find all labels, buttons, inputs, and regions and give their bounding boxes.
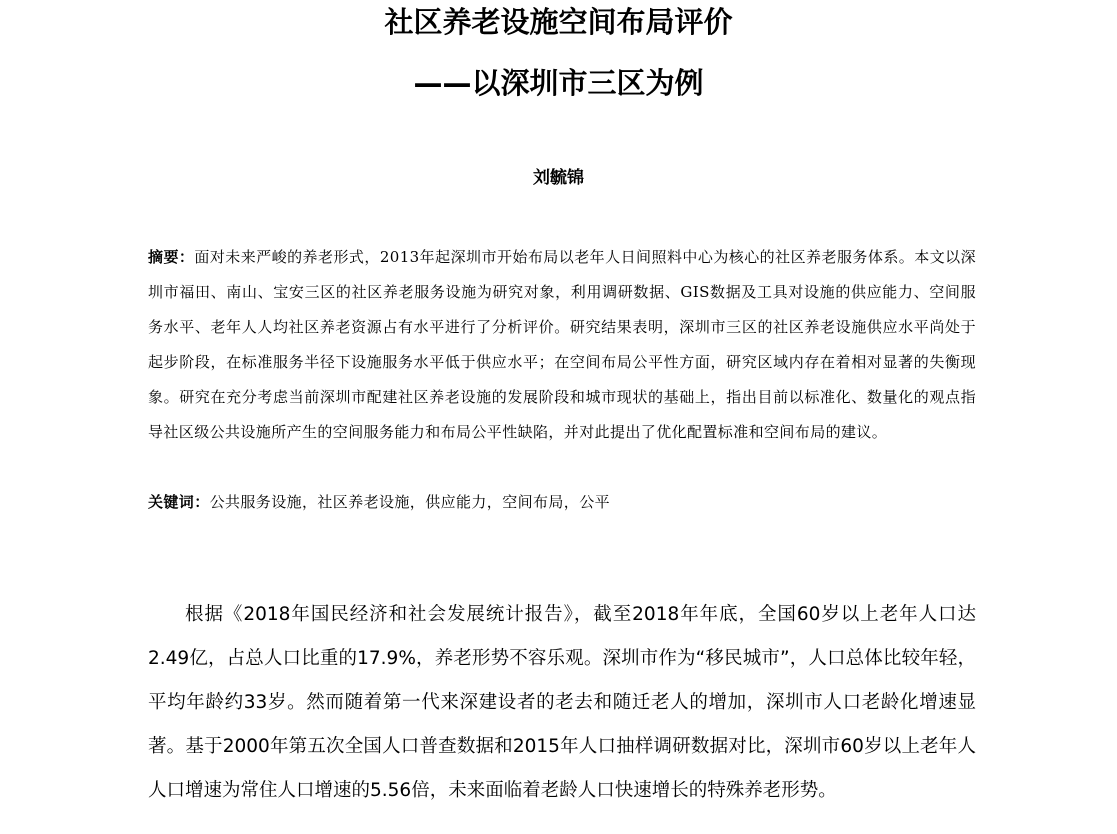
- author-name: 刘毓锦: [533, 168, 584, 188]
- keywords: [148, 485, 976, 520]
- keywords-label: 关键词：: [148, 493, 210, 511]
- paper-subtitle: ——以深圳市三区为例: [413, 66, 704, 100]
- paper-title: 社区养老设施空间布局评价: [384, 5, 733, 39]
- body-paragraph: 根据《2018年国民经济和社会发展统计报告》，截至2018年年底，全国60岁以上老年人口达2.49亿，占总人口比重的17.9%，养老形势不容乐观。深圳市作为“移民城市”，人口总体比较年轻，平均年龄约33岁。然而随着第一代来深建设者的老去和随迁老人的增加，深圳市人口老龄化增速显著。基于2000年第五次全国人口普查数据和2015年人口抽样调研数据对比，深圳市60岁以上老年人人口增速为常住人口增速的5.56倍，未来面临着老龄人口快速增长的特殊养老形势。: [148, 604, 976, 801]
- abstract-label: 摘要：: [148, 248, 195, 266]
- abstract: [148, 240, 976, 450]
- abstract-text: 面对未来严峻的养老形式，2013年起深圳市开始布局以老年人日间照料中心为核心的社区养老服务体系。本文以深圳市福田、南山、宝安三区的社区养老服务设施为研究对象，利用调研数据、GIS数据及工具对设施的供应能力、空间服务水平、老年人人均社区养老资源占有水平进行了分析评价。研究结果表明，深圳市三区的社区养老设施供应水平尚处于起步阶段，在标准服务半径下设施服务水平低于供应水平；在空间布局公平性方面，研究区域内存在着相对显著的失衡现象。研究在充分考虑当前深圳市配建社区养老设施的发展阶段和城市现状的基础上，指出目前以标准化、数量化的观点指导社区级公共设施所产生的空间服务能力和布局公平性缺陷，并对此提出了优化配置标准和空间布局的建议。: [148, 248, 977, 441]
- keywords-text: 公共服务设施，社区养老设施，供应能力，空间布局，公平: [209, 493, 611, 511]
